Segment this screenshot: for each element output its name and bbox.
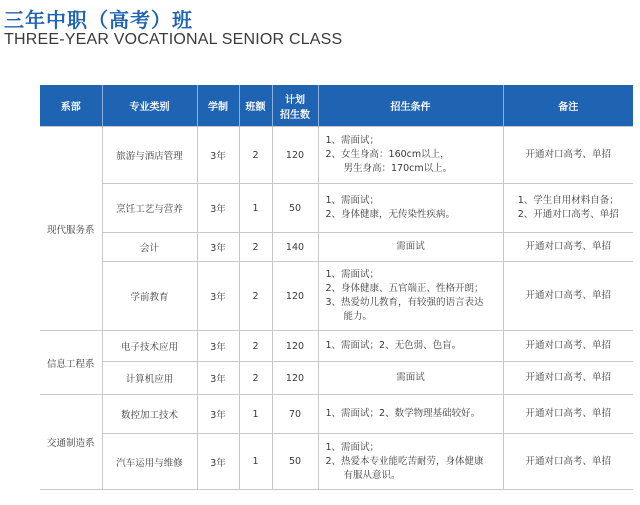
table-row <box>40 331 633 362</box>
conditions-line: 1、需面试； <box>325 441 380 453</box>
header-plan-line2: 招生数 <box>280 109 310 121</box>
header-duration: 学制 <box>197 85 239 127</box>
conditions-line: 1、需面试； <box>325 195 380 206</box>
major-cell: 烹饪工艺与营养 <box>102 184 197 233</box>
conditions-line: 男生身高：170cm以上。 <box>343 163 453 174</box>
conditions-line: 2、女生身高：160cm以上， <box>325 149 450 160</box>
table-header-row <box>40 85 633 127</box>
notes-cell <box>503 395 633 434</box>
conditions-line: 有服从意识。 <box>343 469 401 481</box>
plan-cell: 70 <box>272 395 318 434</box>
conditions-cell <box>318 262 503 331</box>
conditions-line: 能力。 <box>343 311 373 322</box>
enrollment-table <box>40 85 633 490</box>
header-dept: 系部 <box>40 85 102 127</box>
header-notes: 备注 <box>503 85 633 127</box>
conditions-line: 2、身体健康，无传染性疾病。 <box>325 209 456 220</box>
notes-line: 开通对口高考、单招 <box>525 455 611 467</box>
notes-line: 开通对口高考、单招 <box>525 408 611 419</box>
dept-cell: 现代服务系 <box>40 127 102 331</box>
plan-cell: 120 <box>272 362 318 395</box>
conditions-cell <box>318 434 503 490</box>
duration-cell: 3年 <box>197 362 239 395</box>
notes-line: 1、学生自用材料自备； <box>517 195 619 206</box>
table-row <box>40 233 633 262</box>
conditions-line: 2、身体健康、五官端正、性格开朗； <box>325 283 484 294</box>
table-row <box>40 362 633 395</box>
plan-cell: 50 <box>272 434 318 490</box>
plan-cell: 140 <box>272 233 318 262</box>
conditions-cell <box>318 362 503 395</box>
duration-cell: 3年 <box>197 395 239 434</box>
notes-cell <box>503 434 633 490</box>
page-subtitle: THREE-YEAR VOCATIONAL SENIOR CLASS <box>4 31 343 48</box>
header-plan-line1: 计划 <box>285 94 305 106</box>
conditions-cell <box>318 395 503 434</box>
conditions-line: 2、热爱本专业能吃苦耐劳，身体健康 <box>325 455 484 467</box>
plan-cell: 50 <box>272 184 318 233</box>
plan-cell: 120 <box>272 331 318 362</box>
conditions-cell <box>318 233 503 262</box>
dept-cell: 信息工程系 <box>40 331 102 395</box>
table-row <box>40 434 633 490</box>
plan-cell: 120 <box>272 127 318 184</box>
duration-cell: 3年 <box>197 262 239 331</box>
duration-cell: 3年 <box>197 184 239 233</box>
major-cell: 学前教育 <box>102 262 197 331</box>
classes-cell: 2 <box>239 262 272 331</box>
conditions-line: 需面试 <box>396 241 425 252</box>
classes-cell: 1 <box>239 184 272 233</box>
classes-cell: 1 <box>239 395 272 434</box>
plan-cell: 120 <box>272 262 318 331</box>
conditions-line: 1、需面试； <box>325 135 380 146</box>
duration-cell: 3年 <box>197 127 239 184</box>
notes-cell <box>503 184 633 233</box>
header-classes: 班额 <box>239 85 272 127</box>
conditions-cell <box>318 184 503 233</box>
notes-line: 开通对口高考、单招 <box>525 290 611 301</box>
table-row <box>40 127 633 184</box>
duration-cell: 3年 <box>197 233 239 262</box>
major-cell: 数控加工技术 <box>102 395 197 434</box>
notes-line: 开通对口高考、单招 <box>525 149 611 160</box>
notes-line: 开通对口高考、单招 <box>525 372 611 383</box>
page-title: 三年中职（高考）班 <box>4 8 193 32</box>
classes-cell: 2 <box>239 127 272 184</box>
major-cell: 会计 <box>102 233 197 262</box>
notes-line: 开通对口高考、单招 <box>525 340 611 351</box>
major-cell: 旅游与酒店管理 <box>102 127 197 184</box>
classes-cell: 2 <box>239 331 272 362</box>
notes-cell <box>503 331 633 362</box>
conditions-line: 1、需面试； <box>325 269 380 280</box>
major-cell: 汽车运用与维修 <box>102 434 197 490</box>
header-major: 专业类别 <box>102 85 197 127</box>
table-row <box>40 184 633 233</box>
table-body <box>40 127 633 490</box>
conditions-line: 1、需面试；2、无色弱、色盲。 <box>325 340 462 351</box>
classes-cell: 1 <box>239 434 272 490</box>
notes-cell <box>503 127 633 184</box>
conditions-cell <box>318 331 503 362</box>
header-plan <box>272 85 318 127</box>
major-cell: 电子技术应用 <box>102 331 197 362</box>
classes-cell: 2 <box>239 362 272 395</box>
major-cell: 计算机应用 <box>102 362 197 395</box>
header-conditions: 招生条件 <box>318 85 503 127</box>
notes-line: 2、开通对口高考、单招 <box>517 209 619 220</box>
conditions-line: 3、热爱幼儿教育，有较强的语言表达 <box>325 297 484 308</box>
duration-cell: 3年 <box>197 331 239 362</box>
conditions-cell <box>318 127 503 184</box>
conditions-line: 1、需面试；2、数学物理基础较好。 <box>325 408 481 419</box>
dept-cell: 交通制造系 <box>40 395 102 490</box>
notes-cell <box>503 262 633 331</box>
table-row <box>40 262 633 331</box>
duration-cell: 3年 <box>197 434 239 490</box>
notes-cell <box>503 233 633 262</box>
classes-cell: 2 <box>239 233 272 262</box>
notes-line: 开通对口高考、单招 <box>525 241 611 252</box>
table-row <box>40 395 633 434</box>
notes-cell <box>503 362 633 395</box>
conditions-line: 需面试 <box>396 372 425 383</box>
